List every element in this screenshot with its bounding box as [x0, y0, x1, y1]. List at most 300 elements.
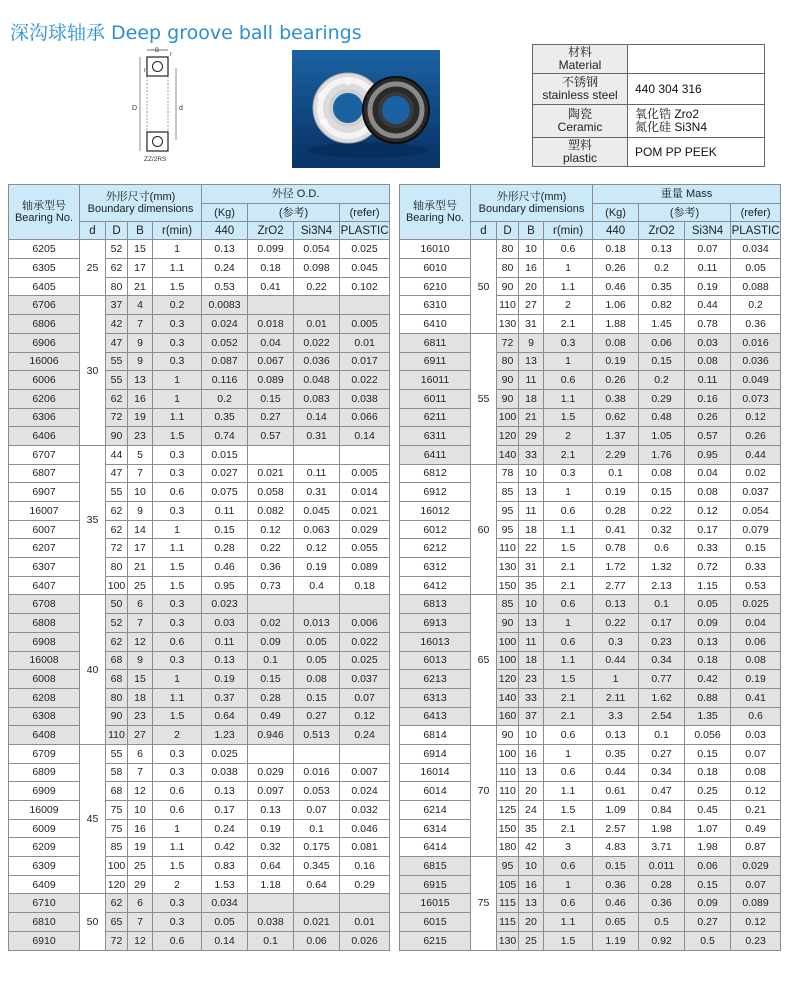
boundary-dimensions-header: 外形尺寸(mm) Boundary dimensions — [471, 185, 593, 222]
table-cell: 0.36 — [248, 558, 294, 577]
col-header: Si3N4 — [294, 222, 340, 240]
table-cell: 0.16 — [685, 389, 731, 408]
table-cell: 55 — [106, 483, 128, 502]
table-cell: 0.12 — [731, 782, 781, 801]
table-cell: 0.3 — [544, 464, 593, 483]
table-cell: 31 — [519, 558, 544, 577]
table-cell: 6811 — [400, 333, 471, 352]
material-value: 440 304 316 — [628, 74, 765, 105]
table-cell: 0.1 — [294, 819, 340, 838]
col-header: D — [106, 222, 128, 240]
table-cell: 0.05 — [731, 259, 781, 278]
table-row — [400, 744, 781, 763]
table-row — [9, 819, 390, 838]
table-cell: 2.1 — [544, 445, 593, 464]
table-cell: 0.088 — [731, 277, 781, 296]
table-cell: 0.15 — [294, 688, 340, 707]
table-cell: 150 — [497, 576, 519, 595]
table-cell: 23 — [128, 427, 153, 446]
table-cell — [248, 744, 294, 763]
material-label-en: Ceramic — [557, 120, 603, 134]
table-cell: 78 — [497, 464, 519, 483]
table-cell: 0.13 — [202, 782, 248, 801]
table-cell: 0.46 — [202, 558, 248, 577]
table-cell: 0.08 — [639, 464, 685, 483]
table-cell: 0.11 — [294, 464, 340, 483]
table-cell: 1.1 — [153, 408, 202, 427]
table-cell: 6310 — [400, 296, 471, 315]
table-cell: 68 — [106, 782, 128, 801]
table-cell: 0.513 — [294, 726, 340, 745]
table-cell: 80 — [497, 240, 519, 259]
table-cell: 0.07 — [731, 744, 781, 763]
table-cell: 0.022 — [294, 333, 340, 352]
table-row — [9, 389, 390, 408]
table-cell: 90 — [497, 277, 519, 296]
table-cell: 0.082 — [248, 502, 294, 521]
table-cell: 0.6 — [153, 632, 202, 651]
table-row — [400, 614, 781, 633]
table-cell — [340, 595, 390, 614]
table-cell: 110 — [497, 296, 519, 315]
bearing-table-right — [399, 184, 781, 951]
table-row — [9, 408, 390, 427]
table-cell: 0.14 — [340, 427, 390, 446]
table-cell: 16014 — [400, 763, 471, 782]
table-cell: 80 — [106, 688, 128, 707]
table-cell: 0.6 — [544, 726, 593, 745]
table-row — [9, 688, 390, 707]
table-cell: 90 — [497, 614, 519, 633]
table-cell: 0.29 — [340, 875, 390, 894]
table-cell: 13 — [519, 483, 544, 502]
table-cell: 6914 — [400, 744, 471, 763]
table-cell: 0.018 — [248, 315, 294, 334]
table-cell: 11 — [519, 632, 544, 651]
table-cell: 0.12 — [731, 913, 781, 932]
table-cell: 0.08 — [731, 651, 781, 670]
table-cell: 0.73 — [248, 576, 294, 595]
table-cell: 16011 — [400, 371, 471, 390]
table-row — [400, 333, 781, 352]
table-cell: 68 — [106, 651, 128, 670]
table-cell: 0.26 — [593, 259, 639, 278]
table-cell: 0.03 — [685, 333, 731, 352]
table-cell — [340, 744, 390, 763]
table-cell: 0.28 — [202, 539, 248, 558]
table-cell: 0.1 — [248, 931, 294, 950]
table-cell: 2 — [544, 296, 593, 315]
table-cell: 0.36 — [593, 875, 639, 894]
table-cell: 6912 — [400, 483, 471, 502]
table-cell: 0.34 — [639, 651, 685, 670]
table-cell: 0.087 — [202, 352, 248, 371]
table-cell — [340, 445, 390, 464]
table-cell: 150 — [497, 819, 519, 838]
table-cell: 0.22 — [593, 614, 639, 633]
material-label-en: Material — [558, 58, 602, 72]
table-cell: 1.5 — [544, 801, 593, 820]
table-cell: 0.26 — [593, 371, 639, 390]
table-cell: 0.024 — [340, 782, 390, 801]
table-cell: 0.0083 — [202, 296, 248, 315]
ref-en-header: (refer) — [340, 203, 390, 222]
table-cell: 4.83 — [593, 838, 639, 857]
table-row — [9, 913, 390, 932]
table-cell: 0.74 — [202, 427, 248, 446]
table-cell: 6306 — [9, 408, 80, 427]
table-cell: 0.4 — [294, 576, 340, 595]
table-cell: 0.19 — [593, 483, 639, 502]
table-cell: 6 — [128, 595, 153, 614]
table-cell: 0.032 — [340, 801, 390, 820]
table-cell: 0.3 — [153, 894, 202, 913]
table-cell: 6814 — [400, 726, 471, 745]
table-cell: 6915 — [400, 875, 471, 894]
table-cell: 0.007 — [340, 763, 390, 782]
table-cell: 0.067 — [248, 352, 294, 371]
table-row — [400, 520, 781, 539]
table-row — [9, 240, 390, 259]
table-row — [400, 632, 781, 651]
table-cell: 3.3 — [593, 707, 639, 726]
table-cell: 130 — [497, 558, 519, 577]
table-cell: 6008 — [9, 670, 80, 689]
table-row — [400, 857, 781, 876]
table-cell: 100 — [497, 651, 519, 670]
ref-cn-header: (参考) — [248, 203, 340, 222]
table-cell: 1.15 — [685, 576, 731, 595]
bearing-cross-section-diagram — [118, 44, 198, 178]
table-cell: 0.64 — [202, 707, 248, 726]
table-cell: 3 — [544, 838, 593, 857]
table-row — [400, 371, 781, 390]
ref-cn-header: (参考) — [639, 203, 731, 222]
table-cell: 1 — [153, 389, 202, 408]
table-cell: 0.27 — [248, 408, 294, 427]
material-label-cn: 材料 — [567, 45, 592, 59]
material-value — [628, 45, 765, 74]
table-cell: 44 — [106, 445, 128, 464]
table-cell: 68 — [106, 670, 128, 689]
table-row — [400, 913, 781, 932]
table-cell: 0.65 — [593, 913, 639, 932]
table-cell: 0.35 — [593, 744, 639, 763]
table-cell: 0.44 — [731, 445, 781, 464]
table-cell: 0.029 — [340, 520, 390, 539]
table-cell: 0.41 — [248, 277, 294, 296]
table-cell: 2.1 — [544, 576, 593, 595]
table-cell: 18 — [519, 389, 544, 408]
table-cell: 2.11 — [593, 688, 639, 707]
table-row — [400, 483, 781, 502]
table-cell: 0.03 — [202, 614, 248, 633]
table-row — [9, 502, 390, 521]
table-cell: 0.027 — [202, 464, 248, 483]
table-cell: 0.022 — [340, 632, 390, 651]
table-row — [9, 352, 390, 371]
table-cell: 2.77 — [593, 576, 639, 595]
table-cell: 1.1 — [544, 913, 593, 932]
table-cell: 1.5 — [544, 670, 593, 689]
table-cell: 6708 — [9, 595, 80, 614]
table-cell: 120 — [497, 670, 519, 689]
table-cell: 19 — [128, 838, 153, 857]
table-cell: 0.49 — [248, 707, 294, 726]
table-cell: 0.53 — [731, 576, 781, 595]
table-row — [400, 763, 781, 782]
table-cell: 0.17 — [685, 520, 731, 539]
table-cell: 0.6 — [153, 782, 202, 801]
table-cell: 0.038 — [202, 763, 248, 782]
table-cell: 0.3 — [153, 333, 202, 352]
table-cell: 0.11 — [685, 371, 731, 390]
table-cell: 16 — [519, 744, 544, 763]
table-cell: 6413 — [400, 707, 471, 726]
table-cell: 0.31 — [294, 427, 340, 446]
table-cell: 33 — [519, 688, 544, 707]
table-row — [9, 576, 390, 595]
table-cell: 0.61 — [593, 782, 639, 801]
table-row — [9, 595, 390, 614]
table-cell: 21 — [519, 408, 544, 427]
table-cell: 0.038 — [248, 913, 294, 932]
table-cell: 0.021 — [340, 502, 390, 521]
table-cell: 0.089 — [248, 371, 294, 390]
table-cell: 0.08 — [685, 483, 731, 502]
table-cell: 1.1 — [544, 782, 593, 801]
table-cell: 33 — [519, 445, 544, 464]
table-cell: 0.24 — [202, 259, 248, 278]
table-cell: 6207 — [9, 539, 80, 558]
table-cell: 120 — [497, 427, 519, 446]
table-cell: 58 — [106, 763, 128, 782]
table-cell: 90 — [106, 707, 128, 726]
table-cell: 0.15 — [248, 389, 294, 408]
table-cell: 16009 — [9, 801, 80, 820]
table-cell: 62 — [106, 632, 128, 651]
table-cell: 0.17 — [639, 614, 685, 633]
table-cell: 0.29 — [639, 389, 685, 408]
table-cell: 20 — [519, 277, 544, 296]
table-cell: 110 — [497, 539, 519, 558]
table-row — [9, 371, 390, 390]
table-cell: 0.089 — [340, 558, 390, 577]
table-row — [9, 520, 390, 539]
table-cell: 13 — [519, 614, 544, 633]
table-cell: 0.6 — [544, 240, 593, 259]
table-cell: 1.07 — [685, 819, 731, 838]
table-cell: 0.3 — [153, 651, 202, 670]
label-inner-d: d — [179, 105, 183, 112]
material-label-cn: 塑料 — [567, 138, 592, 152]
table-cell: 65 — [106, 913, 128, 932]
table-cell: 0.098 — [294, 259, 340, 278]
table-cell: 0.13 — [685, 632, 731, 651]
table-cell: 0.18 — [248, 259, 294, 278]
ref-en-header: (refer) — [731, 203, 781, 222]
table-cell: 16012 — [400, 502, 471, 521]
table-cell: 1.5 — [153, 576, 202, 595]
table-cell: 0.2 — [153, 296, 202, 315]
table-cell: 17 — [128, 539, 153, 558]
table-cell: 0.06 — [294, 931, 340, 950]
table-cell: 0.28 — [593, 502, 639, 521]
table-cell — [340, 296, 390, 315]
table-cell: 0.19 — [294, 558, 340, 577]
table-cell: 0.083 — [294, 389, 340, 408]
table-cell: 0.72 — [685, 558, 731, 577]
table-row — [9, 838, 390, 857]
inner-diameter-cell: 75 — [471, 857, 497, 950]
table-cell: 1.23 — [202, 726, 248, 745]
table-cell: 0.24 — [202, 819, 248, 838]
table-cell: 0.2 — [731, 296, 781, 315]
table-row — [400, 240, 781, 259]
table-cell: 0.23 — [639, 632, 685, 651]
table-cell: 90 — [497, 389, 519, 408]
table-row — [9, 744, 390, 763]
col-header: r(min) — [544, 222, 593, 240]
table-cell: 0.17 — [202, 801, 248, 820]
table-cell: 6906 — [9, 333, 80, 352]
table-cell: 0.42 — [202, 838, 248, 857]
material-label-cn: 陶瓷 — [567, 107, 592, 121]
table-cell: 42 — [519, 838, 544, 857]
table-cell: 0.77 — [639, 670, 685, 689]
table-cell: 0.13 — [593, 595, 639, 614]
table-cell: 6206 — [9, 389, 80, 408]
table-cell: 0.12 — [248, 520, 294, 539]
table-cell: 9 — [128, 352, 153, 371]
table-cell: 0.25 — [685, 782, 731, 801]
table-cell: 6409 — [9, 875, 80, 894]
table-cell: 72 — [497, 333, 519, 352]
table-cell: 6010 — [400, 259, 471, 278]
table-cell: 0.88 — [685, 688, 731, 707]
table-cell: 0.14 — [294, 408, 340, 427]
inner-diameter-cell: 65 — [471, 595, 497, 726]
table-cell: 0.11 — [202, 502, 248, 521]
table-cell: 1.5 — [153, 707, 202, 726]
table-cell: 6410 — [400, 315, 471, 334]
table-row — [9, 483, 390, 502]
table-cell: 130 — [497, 315, 519, 334]
table-cell: 0.02 — [248, 614, 294, 633]
table-cell: 0.015 — [202, 445, 248, 464]
table-row — [9, 651, 390, 670]
table-cell: 130 — [497, 931, 519, 950]
table-cell: 180 — [497, 838, 519, 857]
table-cell: 6908 — [9, 632, 80, 651]
table-cell: 50 — [106, 595, 128, 614]
table-cell: 6214 — [400, 801, 471, 820]
table-row — [9, 445, 390, 464]
table-cell: 17 — [128, 259, 153, 278]
table-cell: 2.13 — [639, 576, 685, 595]
table-cell: 0.345 — [294, 857, 340, 876]
table-cell: 0.3 — [153, 763, 202, 782]
table-cell: 6210 — [400, 277, 471, 296]
table-cell: 95 — [497, 502, 519, 521]
table-cell: 0.12 — [685, 502, 731, 521]
table-cell: 37 — [106, 296, 128, 315]
table-cell: 15 — [128, 240, 153, 259]
table-cell: 0.49 — [731, 819, 781, 838]
table-cell: 0.052 — [202, 333, 248, 352]
table-cell: 0.95 — [685, 445, 731, 464]
table-cell: 0.01 — [340, 333, 390, 352]
table-cell: 1.1 — [544, 277, 593, 296]
table-cell: 100 — [497, 632, 519, 651]
table-cell: 1.72 — [593, 558, 639, 577]
table-cell: 0.021 — [294, 913, 340, 932]
table-row — [400, 502, 781, 521]
table-cell: 0.6 — [544, 595, 593, 614]
table-cell: 6205 — [9, 240, 80, 259]
table-cell: 0.046 — [340, 819, 390, 838]
table-cell: 6 — [128, 744, 153, 763]
table-cell: 90 — [497, 726, 519, 745]
table-cell: 1 — [153, 819, 202, 838]
table-cell: 1.06 — [593, 296, 639, 315]
table-cell: 0.19 — [685, 277, 731, 296]
table-cell: 0.029 — [248, 763, 294, 782]
inner-diameter-cell: 45 — [80, 744, 106, 894]
table-row — [400, 296, 781, 315]
table-cell: 0.073 — [731, 389, 781, 408]
table-cell: 42 — [106, 315, 128, 334]
table-cell: 6213 — [400, 670, 471, 689]
table-cell: 0.026 — [340, 931, 390, 950]
table-cell: 6307 — [9, 558, 80, 577]
kg-header: (Kg) — [593, 203, 639, 222]
table-cell: 1.98 — [639, 819, 685, 838]
table-cell: 6408 — [9, 726, 80, 745]
table-cell: 6909 — [9, 782, 80, 801]
table-cell: 0.3 — [153, 595, 202, 614]
table-row — [9, 726, 390, 745]
table-cell: 10 — [519, 464, 544, 483]
table-cell: 0.1 — [639, 595, 685, 614]
table-cell: 0.3 — [153, 352, 202, 371]
table-cell: 0.46 — [593, 894, 639, 913]
table-cell: 0.22 — [248, 539, 294, 558]
table-cell: 6015 — [400, 913, 471, 932]
table-cell: 1.5 — [153, 857, 202, 876]
table-cell: 0.1 — [248, 651, 294, 670]
table-cell — [248, 296, 294, 315]
table-cell: 0.01 — [340, 913, 390, 932]
table-cell: 0.12 — [294, 539, 340, 558]
table-cell: 2.57 — [593, 819, 639, 838]
table-row — [400, 707, 781, 726]
table-cell: 9 — [128, 651, 153, 670]
table-cell: 7 — [128, 315, 153, 334]
table-cell: 6710 — [9, 894, 80, 913]
table-cell: 0.6 — [639, 539, 685, 558]
table-cell: 6309 — [9, 857, 80, 876]
table-cell: 0.13 — [593, 726, 639, 745]
table-cell — [294, 445, 340, 464]
od-header: 外径 O.D. — [202, 185, 390, 204]
table-row — [400, 726, 781, 745]
table-cell: 6212 — [400, 539, 471, 558]
table-cell: 0.15 — [685, 875, 731, 894]
table-cell: 0.011 — [639, 857, 685, 876]
table-cell: 1 — [544, 875, 593, 894]
table-cell: 85 — [106, 838, 128, 857]
